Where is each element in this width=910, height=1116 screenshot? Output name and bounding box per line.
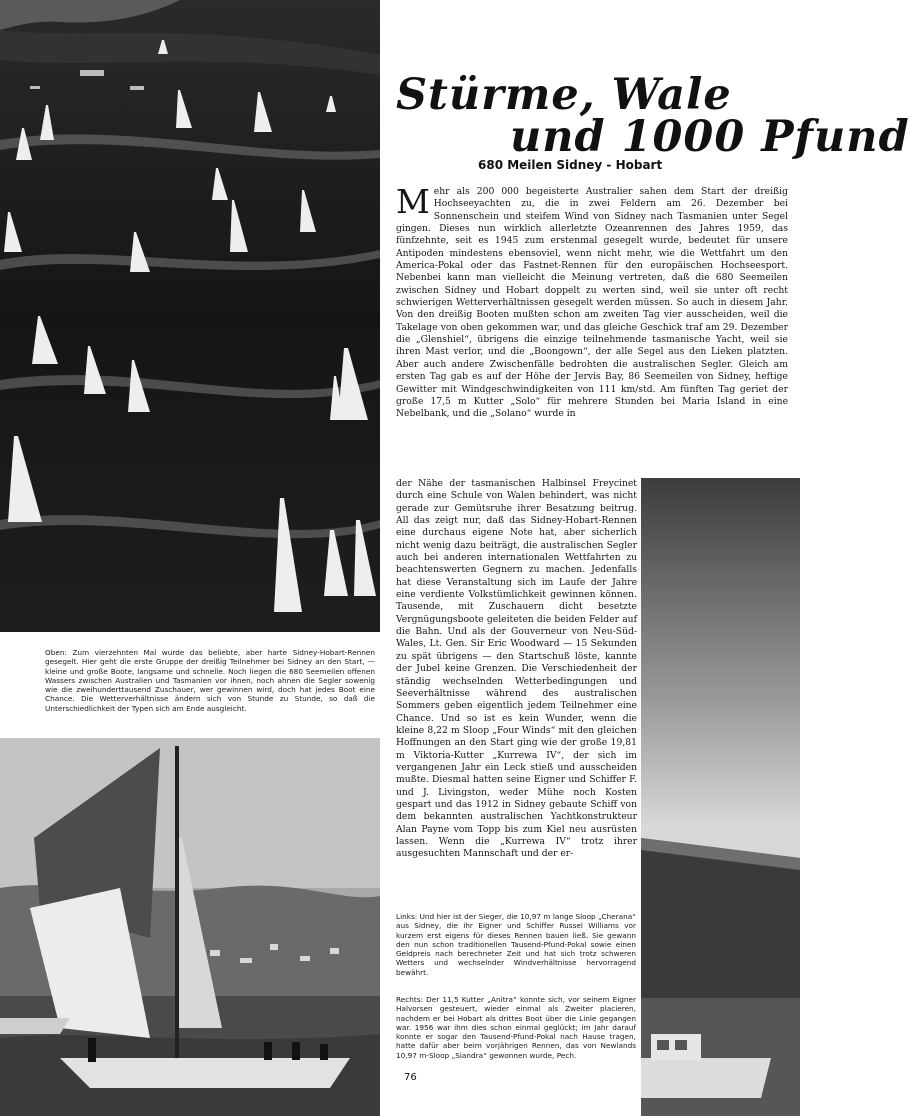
photo-anitra-cutter — [641, 478, 800, 1116]
article-text-part-1: ehr als 200 000 begeisterte Australier sahen dem Start der dreißig Hochseeyachten zu, die in zwei Feldern am 26. Dezember bei Sonnenschein und steifem Wind von Sidney nach Tasmanien unter Segel gingen. Dieses nun wirklich allerletzte Ozeanrennen des Jahres 1959, das fünfzehnte, seit es 1945 zum erstenmal gesegelt wurde, bedeutet für unsere Antipoden mindestens ebensoviel, wenn nicht mehr, wie die Wettfahrt um den America-Pokal oder das Fastnet-Rennen für den europäischen Hochseesport. Nebenbei kann man vielleicht die Meinung vertreten, daß die 680 Seemeilen zwischen Sidney und Hobart doppelt zu werten sind, weil sie unter oft recht schwierigen Wetterverhältnissen gesegelt werden müssen. So auch in diesem Jahr. Von den dreißig Booten mußten schon am zweiten Tag vier ausscheiden, weil die Takelage von oben gekommen war, und das gleiche Geschick traf am 29. Dezember die „Glenshiel“, übrigens die einzige teilnehmende tasmanische Yacht, weil sie ihren Mast verlor, und die „Boongown“, der alle Segel aus den Lieken platzten. Aber auch andere Zwischenfälle bedrohten die australischen Segler. Gleich am ersten Tag gab es auf der Höhe der Jervis Bay, 86 Seemeilen von Sidney, heftige Gewitter mit Windgeschwindigkeiten von 111 km/std. Am fünften Tag geriet der große 17,5 m Kutter „Solo“ für mehrere Stunden bei Maria Island in eine Nebelbank, und die „Solano“ wurde in — [396, 186, 788, 420]
title-line-2: und 1000 Pfund — [510, 112, 910, 162]
cherana-image — [0, 738, 380, 1116]
caption-top-photo: Oben: Zum vierzehnten Mal wurde das beliebte, aber harte Sidney-Hobart-Rennen gesegelt. Hier geht die erste Gruppe der dreißig Teilnehmer bei Sidney an den Start, — kleine und große Boote, langsame und schnelle. Noch liegen die 680 Seemeilen offenen Wassers zwischen Australien und Tasmanien vor ihnen, noch ahnen die Segler sowenig wie die zweihunderttausend Zuschauer, wer gewinnen wird, doch hat jedes Boot eine Chance. Die Wetterverhältnisse ändern sich von Stunde zu Stunde, so daß die Unterschiedlichkeit der Typen sich am Ende ausgleicht. — [45, 648, 375, 713]
caption-cherana: Links: Und hier ist der Sieger, die 10,97 m lange Sloop „Cherana“ aus Sidney, die ihr Eigner und Schiffer Russel Williams vor kurzem erst eigens für dieses Rennen bauen ließ. Sie gewann den nun schon traditionellen Tausend-Pfund-Pokal sowie einen Geldpreis nach berechneter Zeit und hat sich trotz schweren Wetters und wechselnder Windverhältnisse hervorragend bewährt. — [396, 912, 636, 977]
anitra-image — [641, 478, 800, 1116]
page-number: 76 — [404, 1072, 417, 1083]
caption-anitra: Rechts: Der 11,5 Kutter „Anitra“ konnte sich, vor seinem Eigner Halvorsen gesteuert, wieder einmal als Zweiter placieren, nachdem er bei Hobart als drittes Boot über die Linie gegangen war. 1956 war ihm dies schon einmal geglückt; im Jahr darauf konnte er sogar den Tausend-Pfund-Pokal nach Hause tragen, hatte dafür aber beim vorjährigen Rennen, das von Newlands 10,97 m-Sloop „Siandra“ gewonnen wurde, Pech. — [396, 995, 636, 1060]
article-column-bottom — [396, 478, 637, 896]
photo-yacht-fleet — [0, 0, 380, 632]
drop-cap: M — [396, 182, 430, 221]
subtitle: 680 Meilen Sidney - Hobart — [478, 158, 663, 172]
yacht-fleet-image — [0, 0, 380, 632]
article-text-part-2: der Nähe der tasmanischen Halbinsel Freycinet durch eine Schule von Walen behindert, was nicht gerade zur Gemütsruhe ihrer Besatzung beitrug. All das zeigt nur, daß das Sidney-Hobart-Rennen eine durchaus eigene Note hat, aber sicherlich nicht wenig dazu beiträgt, die australischen Segler auch bei anderen internationalen Wettfahrten zu beachtenswerten Gegnern zu machen. Jedenfalls hat diese Veranstaltung sich im Laufe der Jahre eine verdiente Volkstümlichkeit gewinnen können. Tausende, mit Zuschauern dicht besetzte Vergnügungsboote geleiteten die beiden Felder auf die Bahn. Und als der Gouverneur von Neu-Süd-Wales, Lt. Gen. Sir Eric Woodward — 15 Sekunden zu spät übrigens — den Startschuß löste, kannte der Jubel keine Grenzen. Die Verschiedenheit der ständig wechselnden Wetterbedingungen und Seeverhältnisse während des australischen Sommers geben eigentlich jedem Teilnehmer eine Chance. Und so ist es kein Wunder, wenn die kleine 8,22 m Sloop „Four Winds“ mit den gleichen Hoffnungen an den Start ging wie der große 19,81 m Viktoria-Kutter „Kurrewa IV“, der sich im vergangenen Jahr ein Leck stieß und ausscheiden mußte. Diesmal hatten seine Eigner und Schiffer F. und J. Livingston, weder Mühe noch Kosten gespart und das 1912 in Sidney gebaute Schiff von dem bekannten australischen Yachtkonstrukteur Alan Payne vom Topp bis zum Kiel neu ausrüsten lassen. Wenn die „Kurrewa IV“ trotz ihrer ausgesuchten Mannschaft und der er- — [396, 478, 637, 860]
photo-cherana-sloop — [0, 738, 380, 1116]
title-line-1: Stürme, Wale — [396, 70, 732, 120]
article-column-top — [396, 182, 788, 478]
